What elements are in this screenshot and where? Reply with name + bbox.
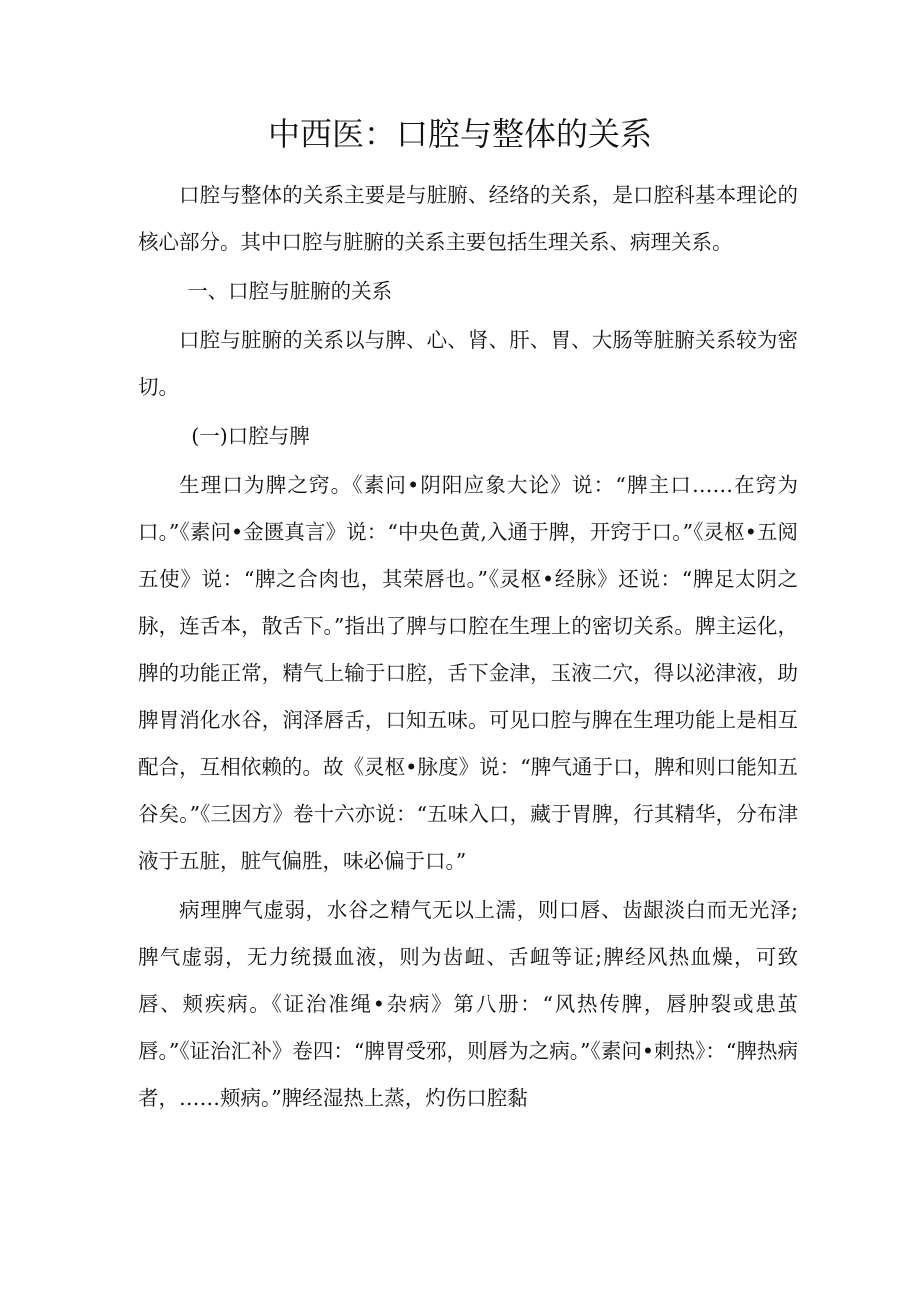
- section-heading-organs: 一、口腔与脏腑的关系: [187, 279, 393, 303]
- paragraph-physiology: 生理口为脾之窍。《素问•阴阳应象大论》说：“脾主口……在窍为口。”《素问•金匮真言》说：“中央色黄,入通于脾，开窍于口。”《灵枢•五阅五使》说：“脾之合肉也，其荣唇也。”《灵枢•经脉》还说：“脾足太阴之脉，连舌本，散舌下。”指出了脾与口腔在生理上的密切关系。脾主运化，脾的功能正常，精气上输于口腔，舌下金津，玉液二穴，得以泌津液，助脾胃消化水谷，润泽唇舌，口知五味。可见口腔与脾在生理功能上是相互配合，互相依赖的。故《灵枢•脉度》说：“脾气通于口，脾和则口能知五谷矣。”《三因方》卷十六亦说：“五味入口，藏于胃脾，行其精华，分布津液于五脏，脏气偏胜，味必偏于口。”: [138, 473, 798, 873]
- paragraph-organs: 口腔与脏腑的关系以与脾、心、肾、肝、胃、大肠等脏腑关系较为密切。: [138, 328, 798, 399]
- paragraph-intro: 口腔与整体的关系主要是与脏腑、经络的关系，是口腔科基本理论的核心部分。其中口腔与脏腑的关系主要包括生理关系、病理关系。: [138, 183, 798, 254]
- subsection-heading-spleen: (一)口腔与脾: [191, 424, 310, 448]
- paragraph-pathology: 病理脾气虚弱，水谷之精气无以上濡，则口唇、齿龈淡白而无光泽;脾气虚弱，无力统摄血液，则为齿衄、舌衄等证;脾经风热血燥，可致唇、颊疾病。《证治准绳•杂病》第八册：“风热传脾，唇肿裂或患茧唇。”《证治汇补》卷四：“脾胃受邪，则唇为之病。”《素问•刺热》：“脾热病者，……颊病。”脾经湿热上蒸，灼伤口腔黏: [138, 898, 798, 1110]
- document-body: [138, 172, 798, 1122]
- document-title: 中西医：口腔与整体的关系: [267, 115, 652, 153]
